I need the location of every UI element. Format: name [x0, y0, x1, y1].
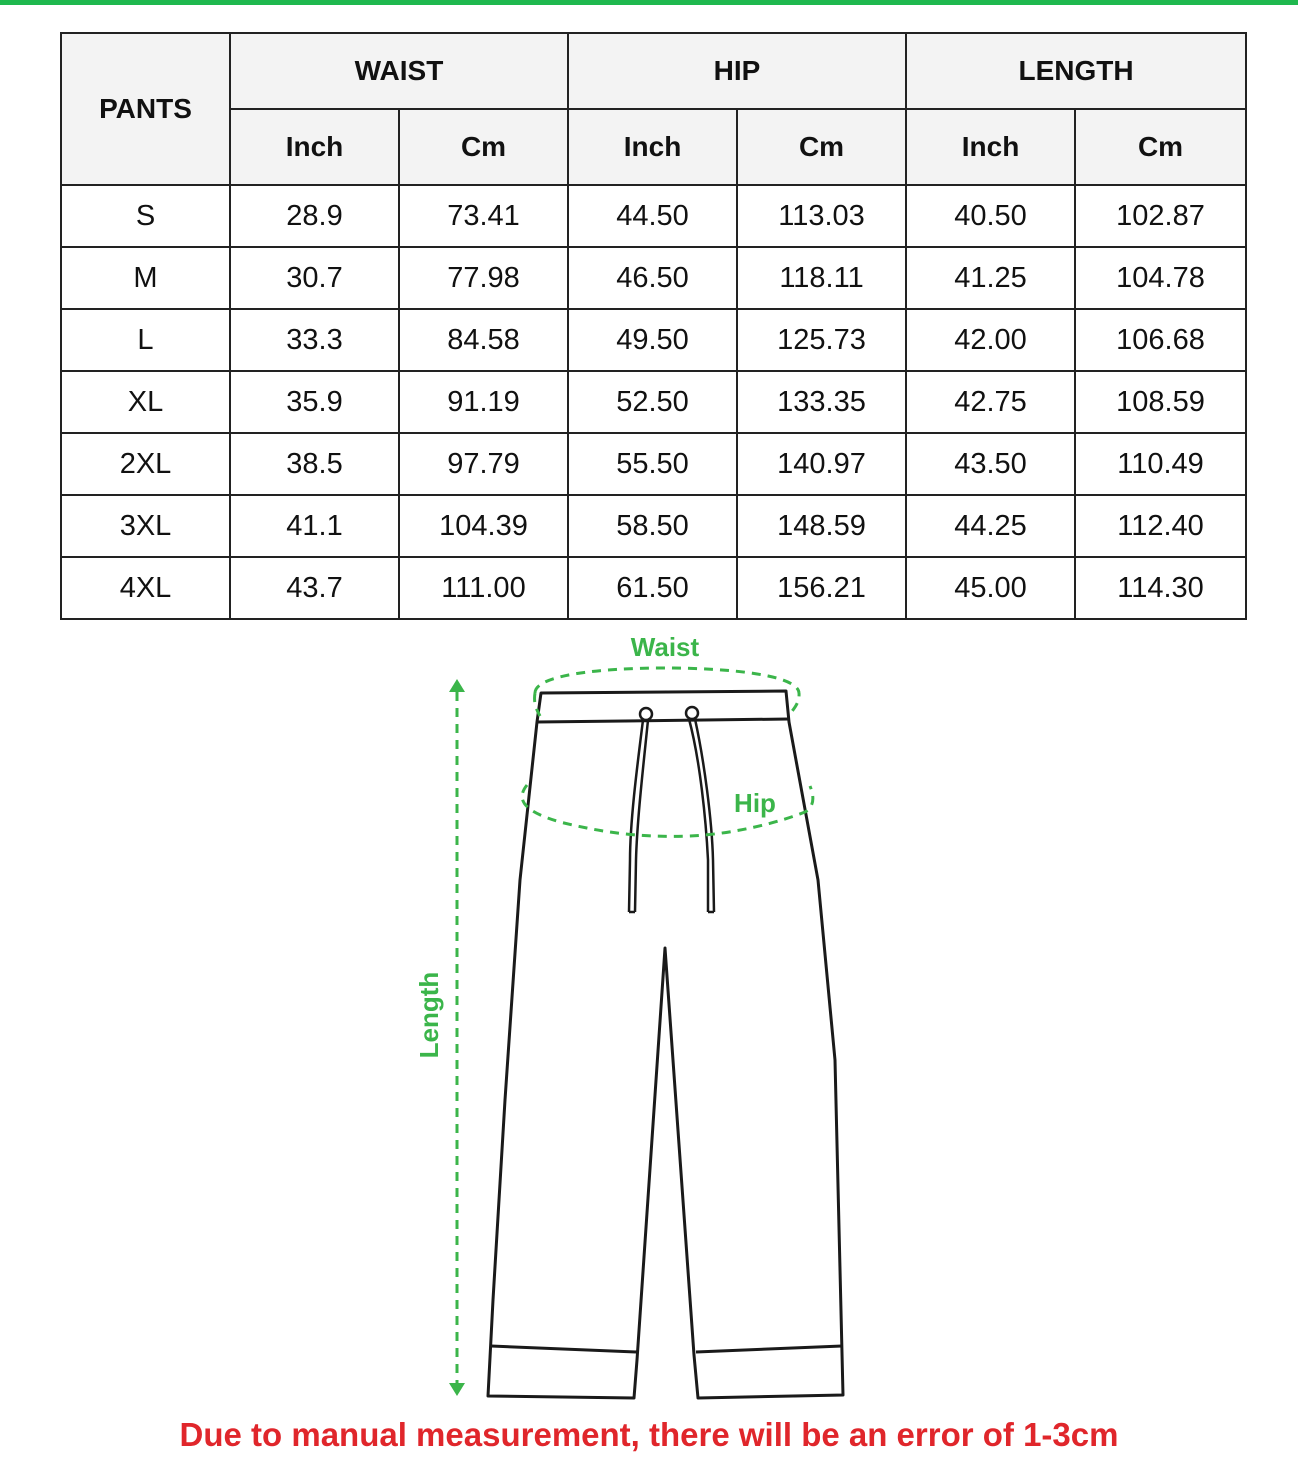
value-cell: 44.25	[906, 495, 1075, 557]
top-accent-bar	[0, 0, 1298, 5]
size-chart-table	[60, 32, 1247, 620]
pants-measurement-diagram	[0, 620, 1298, 1410]
table-row	[61, 185, 1246, 247]
unit-header: Cm	[1075, 109, 1246, 185]
value-cell: 118.11	[737, 247, 906, 309]
value-cell: 110.49	[1075, 433, 1246, 495]
value-cell: 46.50	[568, 247, 737, 309]
value-cell: 112.40	[1075, 495, 1246, 557]
value-cell: 55.50	[568, 433, 737, 495]
value-cell: 84.58	[399, 309, 568, 371]
unit-header: Inch	[568, 109, 737, 185]
value-cell: 41.25	[906, 247, 1075, 309]
size-cell: 4XL	[61, 557, 230, 619]
value-cell: 140.97	[737, 433, 906, 495]
pants-outline-shape	[488, 691, 843, 1398]
arrow-up-icon	[449, 679, 465, 692]
length-measure-arrow	[449, 679, 465, 1396]
table-row	[61, 247, 1246, 309]
value-cell: 61.50	[568, 557, 737, 619]
value-cell: 49.50	[568, 309, 737, 371]
size-cell: S	[61, 185, 230, 247]
hip-label: Hip	[734, 788, 776, 818]
length-label: Length	[414, 971, 444, 1059]
pants-header: PANTS	[61, 33, 230, 185]
size-cell: 3XL	[61, 495, 230, 557]
waist-label: Waist	[630, 632, 700, 662]
table-row	[61, 495, 1246, 557]
value-cell: 113.03	[737, 185, 906, 247]
value-cell: 102.87	[1075, 185, 1246, 247]
value-cell: 148.59	[737, 495, 906, 557]
hip-header: HIP	[568, 33, 906, 109]
value-cell: 77.98	[399, 247, 568, 309]
table-row	[61, 433, 1246, 495]
size-cell: 2XL	[61, 433, 230, 495]
value-cell: 33.3	[230, 309, 399, 371]
value-cell: 114.30	[1075, 557, 1246, 619]
arrow-down-icon	[449, 1383, 465, 1396]
value-cell: 133.35	[737, 371, 906, 433]
value-cell: 43.7	[230, 557, 399, 619]
table-row	[61, 309, 1246, 371]
waist-header: WAIST	[230, 33, 568, 109]
value-cell: 28.9	[230, 185, 399, 247]
value-cell: 125.73	[737, 309, 906, 371]
value-cell: 40.50	[906, 185, 1075, 247]
value-cell: 38.5	[230, 433, 399, 495]
measurement-error-note: Due to manual measurement, there will be an error of 1-3cm	[179, 1416, 1119, 1453]
value-cell: 73.41	[399, 185, 568, 247]
size-cell: M	[61, 247, 230, 309]
length-header: LENGTH	[906, 33, 1246, 109]
unit-header: Inch	[230, 109, 399, 185]
value-cell: 35.9	[230, 371, 399, 433]
value-cell: 108.59	[1075, 371, 1246, 433]
value-cell: 44.50	[568, 185, 737, 247]
unit-header: Cm	[737, 109, 906, 185]
value-cell: 104.39	[399, 495, 568, 557]
value-cell: 111.00	[399, 557, 568, 619]
unit-header: Inch	[906, 109, 1075, 185]
table-row	[61, 557, 1246, 619]
value-cell: 104.78	[1075, 247, 1246, 309]
value-cell: 58.50	[568, 495, 737, 557]
table-row	[61, 371, 1246, 433]
value-cell: 43.50	[906, 433, 1075, 495]
value-cell: 106.68	[1075, 309, 1246, 371]
pants-illustration	[488, 691, 843, 1398]
value-cell: 52.50	[568, 371, 737, 433]
value-cell: 30.7	[230, 247, 399, 309]
value-cell: 97.79	[399, 433, 568, 495]
unit-header: Cm	[399, 109, 568, 185]
header-unit-row	[61, 109, 1246, 185]
value-cell: 41.1	[230, 495, 399, 557]
header-group-row	[61, 33, 1246, 109]
value-cell: 42.75	[906, 371, 1075, 433]
value-cell: 42.00	[906, 309, 1075, 371]
value-cell: 156.21	[737, 557, 906, 619]
size-cell: L	[61, 309, 230, 371]
size-cell: XL	[61, 371, 230, 433]
value-cell: 91.19	[399, 371, 568, 433]
value-cell: 45.00	[906, 557, 1075, 619]
